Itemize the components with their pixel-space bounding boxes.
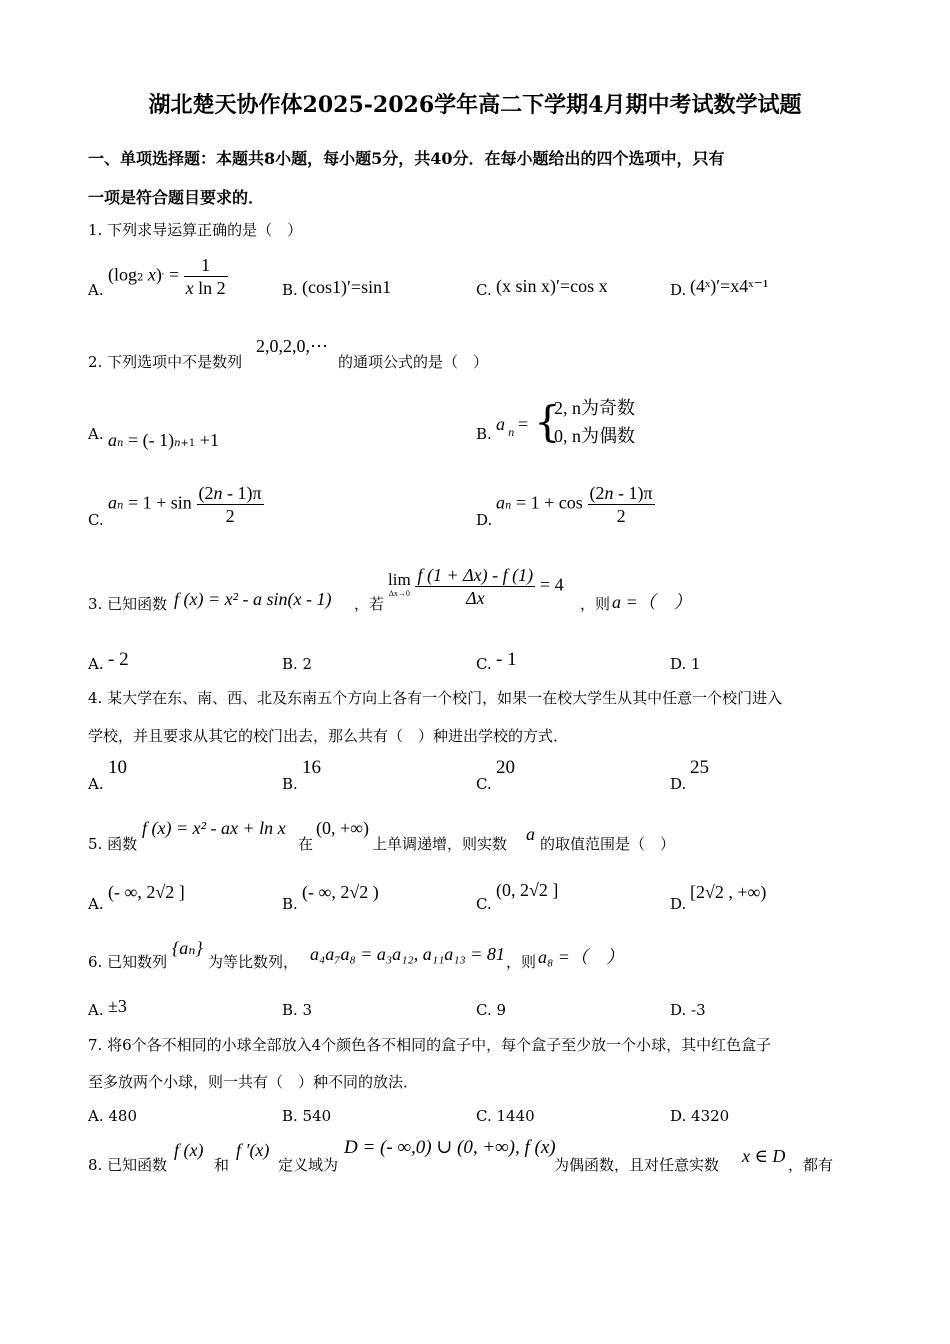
page-title: 湖北楚天协作体2025-2026学年高二下学期4月期中考试数学试题: [148, 92, 802, 118]
question-6-mid: 为等比数列，: [208, 953, 299, 971]
q6-option-a-value: ±3: [108, 996, 127, 1016]
question-8-mid-2: 为偶函数，且对任意实数: [554, 1156, 720, 1174]
q5-option-d-label: D.: [670, 895, 687, 913]
q2-option-c-math: an = 1 + sin $\frac{(2n - 1)\pi}{2}$: [108, 483, 262, 526]
question-7-line-1: 7. 将6个各不相同的小球全部放入4个颜色各不相同的盒子中，每个盒子至少放一个小球，其中红色盒子: [88, 1036, 772, 1054]
q1-option-a-math: (log2 x)′ = $\frac{1}{\text{x ln 2}}$: [108, 255, 226, 298]
q2-case-odd: 2, n为奇数: [554, 398, 635, 418]
question-8-f: f (x): [174, 1140, 204, 1160]
q4-option-a-label: A.: [88, 775, 104, 793]
question-6-condition: a₄a₇a₈ = a₃a₁₂, a₁₁a₁₃ = 81: [310, 944, 505, 964]
question-3-mid: ，若: [354, 595, 385, 613]
question-3-end: ，则: [580, 595, 611, 613]
q3-option-d: D. 1: [670, 655, 701, 673]
q7-option-b: B. 540: [282, 1107, 332, 1125]
question-8-mid: 定义域为: [278, 1156, 339, 1174]
q5-option-a-value: (- ∞, 2√2 ]: [108, 882, 185, 902]
q4-option-d-label: D.: [670, 775, 687, 793]
question-8-stem-pre: 8. 已知函数: [88, 1156, 168, 1174]
q6-option-a-label: A.: [88, 1001, 104, 1019]
q2-option-d-math: an = 1 + cos $\frac{(2n - 1)\pi}{2}$: [496, 483, 653, 526]
question-4-line-1: 4. 某大学在东、南、西、北及东南五个方向上各有一个校门，如果一在校大学生从其中任意一个校门进入: [88, 689, 783, 707]
question-1-stem: 1. 下列求导运算正确的是（ ）: [88, 221, 303, 239]
section-heading-cont: 一项是符合题目要求的．: [88, 188, 265, 207]
q2-case-even: 0, n为偶数: [554, 426, 635, 446]
question-4-line-2: 学校，并且要求从其它的校门出去，那么共有（ ）种进出学校的方式．: [88, 727, 569, 745]
question-5-interval: (0, +∞): [316, 818, 369, 838]
q4-option-c-value: 20: [496, 757, 515, 778]
question-5-stem-pre: 5. 函数: [88, 835, 138, 853]
q4-option-b-value: 16: [302, 757, 321, 778]
question-8-x-in-d: x ∈ D: [742, 1146, 786, 1166]
question-6-end: ，则: [506, 953, 537, 971]
q4-option-c-label: C.: [476, 775, 492, 793]
q2-option-d-label: D.: [476, 511, 493, 529]
q5-option-c-label: C.: [476, 895, 492, 913]
q7-option-d: D. 4320: [670, 1107, 730, 1125]
q5-option-b-value: (- ∞, 2√2 ): [302, 882, 379, 902]
q1-option-c-math: (x sin x)′=cos x: [496, 276, 608, 296]
question-5-end: 的取值范围是（ ）: [540, 835, 676, 853]
question-3-function: f (x) = x² - a sin(x - 1): [174, 589, 332, 609]
q2-option-b-label: B.: [476, 425, 492, 443]
q6-option-d: D. -3: [670, 1001, 706, 1019]
q1-option-d-math: (4ˣ)′=x4ˣ⁻¹: [690, 276, 769, 296]
q3-option-b: B. 2: [282, 655, 313, 673]
question-8-domain: D = (- ∞,0) ∪ (0, +∞), f (x): [344, 1137, 556, 1158]
q2-option-a-math: an = (- 1)n+1 +1: [108, 430, 219, 450]
question-3-limit-value: = 4: [539, 574, 564, 595]
q5-option-c-value: (0, 2√2 ]: [496, 880, 559, 900]
question-8-and: 和: [214, 1156, 230, 1174]
question-2-stem-post: 的通项公式的是（ ）: [338, 353, 489, 371]
question-6-stem-pre: 6. 已知数列: [88, 953, 168, 971]
question-3-ask: a =（ ）: [612, 592, 692, 612]
q7-option-c: C. 1440: [476, 1107, 535, 1125]
q3-option-c-label: C.: [476, 655, 492, 673]
q4-option-d-value: 25: [690, 757, 709, 778]
question-6-ask: a₈ =（ ）: [538, 947, 624, 967]
question-8-f-prime: f ′(x): [236, 1140, 270, 1160]
q2-option-a-label: A.: [88, 425, 104, 443]
question-6-sequence: {aₙ}: [172, 938, 203, 958]
exam-page: 湖北楚天协作体2025-2026学年高二下学期4月期中考试数学试题 一、单项选择题：本题共8小题，每小题5分，共40分．在每小题给出的四个选项中，只有 一项是符合题目要求的． 1. 下列求导运算正确的是（ ） A. (log2 x)′ = $\frac{1}{\text{x ln 2}}$ B. (cos1)′=sin1 C. (x sin x)′=cos x D. (4ˣ)′=x4ˣ⁻¹ 2. 下列选项中不是数列 2,0,2,0,⋯ 的通项公式的是（ ） A. an = (- 1)n+1 +1 B. a n = { 2, n为奇数 0, n为偶数 C. an = 1 + sin $\frac{(2n - 1)\pi}{2}$ D. an = 1 + cos $\frac{(2n - 1)\pi}{2}$ 3. 已知函数 f (x) = x² - a sin(x - 1) ，若 lim Δx→0 $\frac{f (1 + \Delta x) - f (1)}{\Delta x}$ = 4 ，则 a =（ ） A. - 2 B. 2 C. - 1 D. 1 4. 某大学在东、南、西、北及东南五个方向上各有一个校门，如果一在校大学生从其中任意一个校门进入 学校，并且要求从其它的校门出去，那么共有（ ）种进出学校的方式． A. 10 B. 16 C. 20 D. 25 5. 函数 f (x) = x² - ax + ln x 在 (0, +∞) 上单调递增，则实数 a 的取值范围是（ ） A. (- ∞, 2√2 ] B. (- ∞, 2√2 ) C. (0, 2√2 ] D. [2√2 , +∞) 6. 已知数列 {aₙ} 为等比数列， a₄a₇a₈ = a₃a₁₂, a₁₁a₁₃ = 81 ，则 a₈ =（ ） A. ±3 B. 3 C. 9 D. -3 7. 将6个各不相同的小球全部放入4个颜色各不相同的盒子中，每个盒子至少放一个小球，其中红色盒子 至多放两个小球，则一共有（ ）种不同的放法． A. 480 B. 540 C. 1440 D. 4320 8. 已知函数 f (x) 和 f ′(x) 定义域为 D = (- ∞,0) ∪ (0, +∞), f (x) 为偶函数，且对任意实数 x ∈ D ，都有: [0, 0, 950, 1344]
q6-option-c: C. 9: [476, 1001, 507, 1019]
q4-option-a-value: 10: [108, 757, 127, 778]
question-5-mid-2: 上单调递增，则实数: [372, 835, 508, 853]
question-3-stem-pre: 3. 已知函数: [88, 595, 168, 613]
q1-option-b-label: B.: [282, 281, 298, 299]
question-2-sequence: 2,0,2,0,⋯: [256, 336, 328, 356]
q3-option-c-value: - 1: [496, 649, 517, 670]
question-3-limit: lim Δx→0 $\frac{f (1 + \Delta x) - f (1)}{\Delta x}$ = 4: [388, 565, 564, 608]
question-7-line-2: 至多放两个小球，则一共有（ ）种不同的放法．: [88, 1073, 419, 1091]
q6-option-b: B. 3: [282, 1001, 313, 1019]
q1-option-a-label: A.: [88, 281, 104, 299]
q3-option-a-label: A.: [88, 655, 104, 673]
q2-option-c-label: C.: [88, 511, 104, 529]
question-8-end: ，都有: [788, 1156, 834, 1174]
question-5-function: f (x) = x² - ax + ln x: [142, 818, 286, 838]
q1-option-d-label: D.: [670, 281, 687, 299]
question-2-stem-pre: 2. 下列选项中不是数列: [88, 353, 243, 371]
q1-option-b-math: (cos1)′=sin1: [302, 277, 392, 297]
q5-option-a-label: A.: [88, 895, 104, 913]
q5-option-d-value: [2√2 , +∞): [690, 882, 767, 902]
question-5-mid-1: 在: [298, 835, 314, 853]
q7-option-a: A. 480: [88, 1107, 137, 1125]
section-heading: 一、单项选择题：本题共8小题，每小题5分，共40分．在每小题给出的四个选项中，只有: [88, 149, 725, 168]
question-5-var: a: [526, 824, 535, 844]
q4-option-b-label: B.: [282, 775, 298, 793]
q1-option-c-label: C.: [476, 281, 492, 299]
q3-option-a-value: - 2: [108, 649, 129, 670]
q5-option-b-label: B.: [282, 895, 298, 913]
